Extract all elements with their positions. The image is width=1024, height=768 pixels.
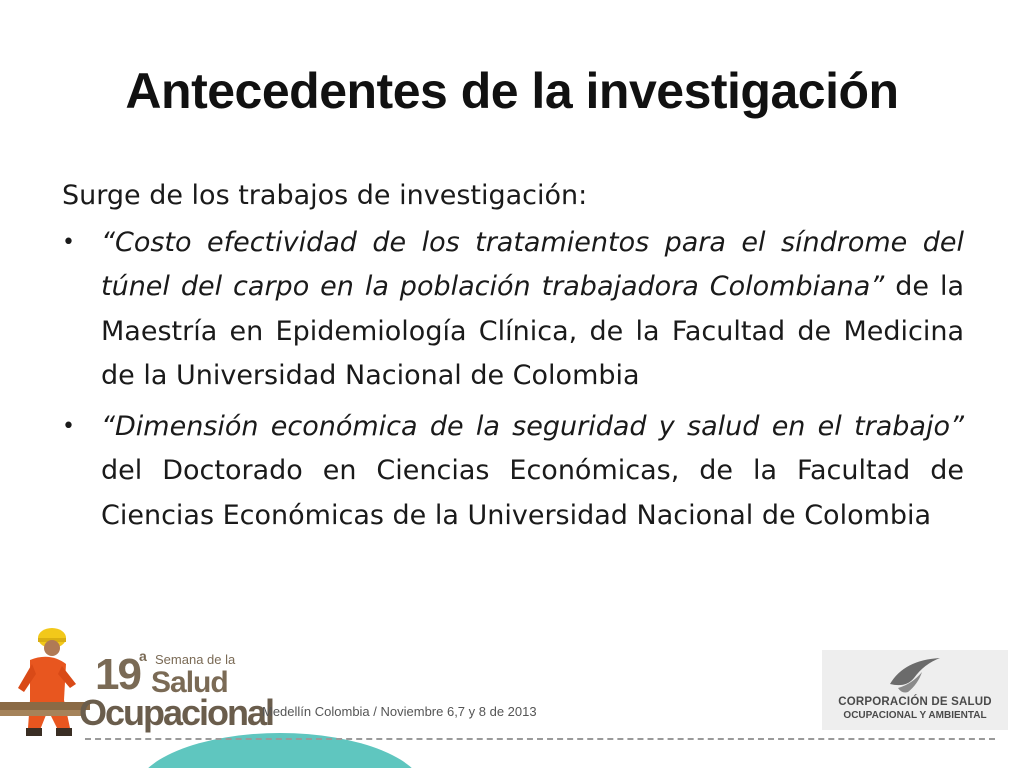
intro-text: Surge de los trabajos de investigación: (62, 180, 588, 211)
slide-body (62, 174, 964, 544)
event-number: 19 (95, 650, 140, 699)
corporation-swoosh-icon (884, 654, 946, 696)
corporation-logo (822, 650, 1008, 730)
bullet-italic-title: “Costo efectividad de los tratamientos para el síndrome del túnel del carpo en la población trabajadora Colombiana” (101, 226, 964, 302)
worker-icon (0, 618, 90, 748)
corporation-name-line1: CORPORACIÓN DE SALUD (838, 696, 992, 708)
event-superscript: a (139, 648, 147, 664)
bullet-italic-title: “Dimensión económica de la seguridad y salud en el trabajo” (101, 410, 964, 442)
slide-title: Antecedentes de la investigación (125, 63, 899, 119)
bullet-text: del Doctorado en Ciencias Económicas, de la Facultad de Ciencias Económicas de la Universidad Nacional de Colombia (101, 455, 964, 531)
corporation-name-line2: OCUPACIONAL Y AMBIENTAL (843, 710, 987, 721)
event-place-date: Medellín Colombia / Noviembre 6,7 y 8 de 2013 (262, 704, 537, 719)
event-salud-text: Salud (151, 666, 228, 699)
bullet-item (62, 221, 964, 399)
bullet-marker: • (62, 413, 75, 439)
event-logo (79, 640, 274, 740)
event-ocupacional-text: Ocupacional (79, 692, 274, 733)
bullet-text: de la Maestría en Epidemiología Clínica, de la Facultad de Medicina de la Universidad Nacional de Colombia (101, 271, 964, 391)
event-semana-text: Semana de la (155, 652, 236, 667)
slide-footer (0, 610, 1024, 768)
bullet-item (62, 405, 964, 539)
bullet-marker: • (62, 229, 75, 255)
